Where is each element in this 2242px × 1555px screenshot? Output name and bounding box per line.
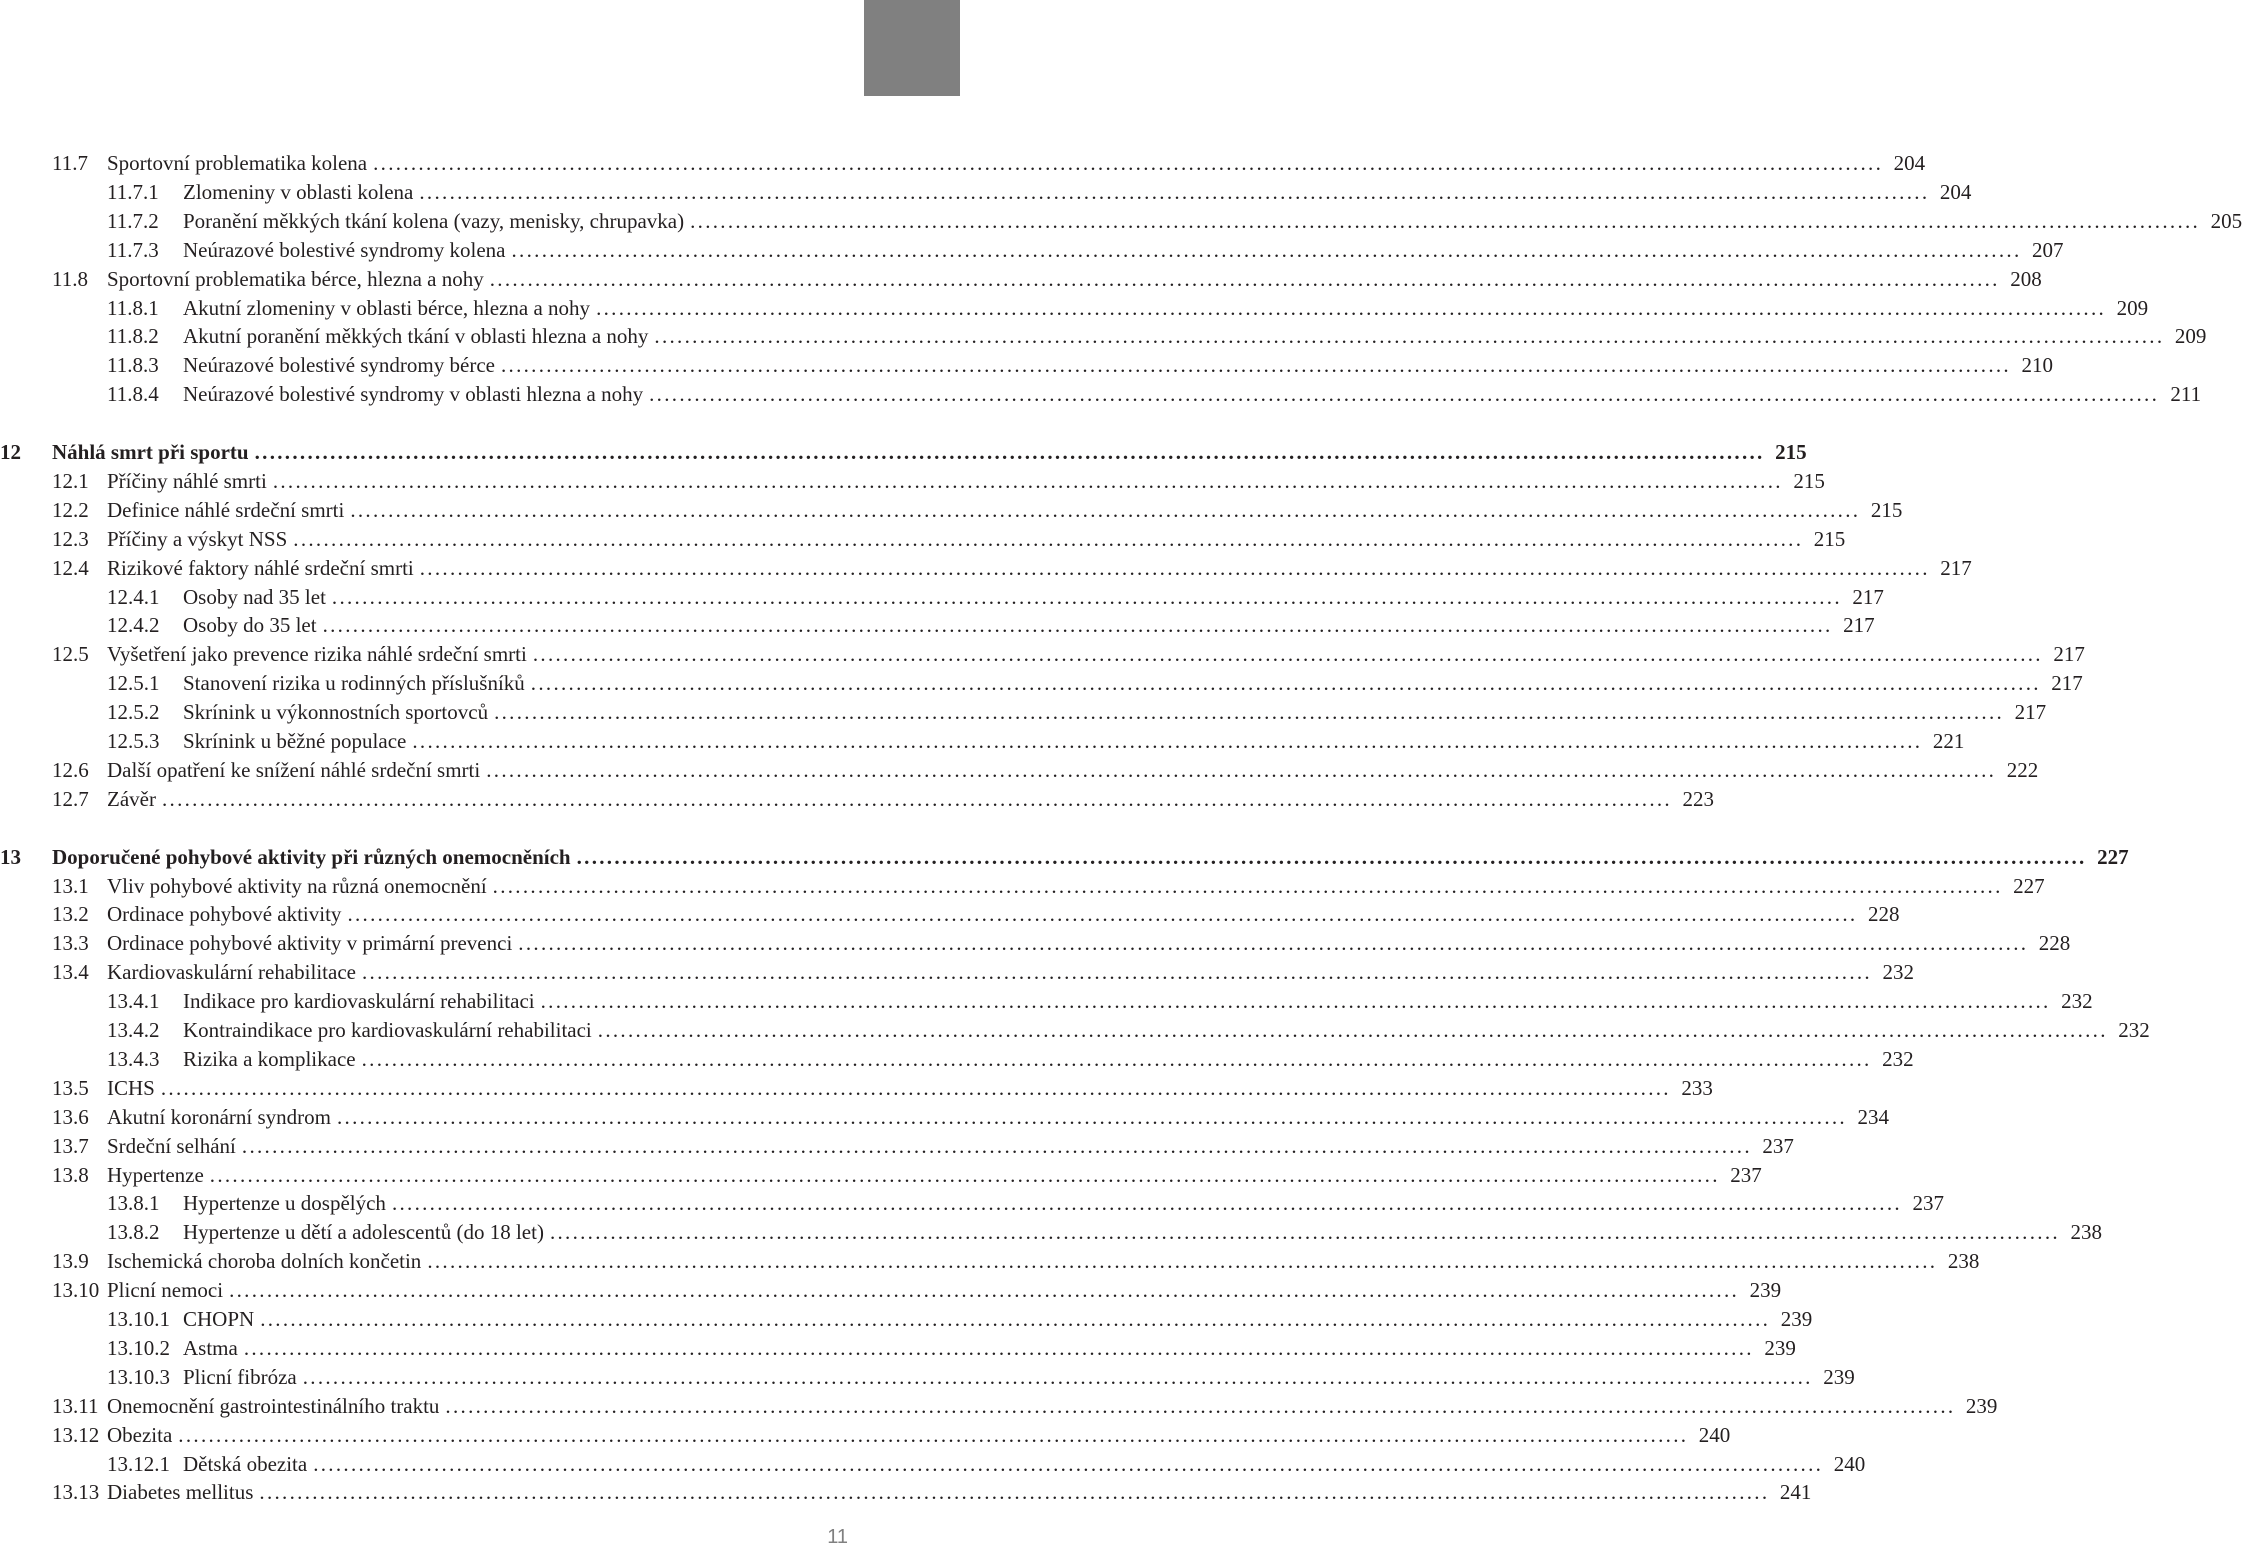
toc-entry [52, 1478, 1812, 1507]
toc-entry-number: 13.7 [52, 1133, 89, 1158]
toc-chapter [0, 843, 2129, 872]
toc-entry-number: 11.7.3 [107, 237, 159, 262]
toc-entry-page: 239 [1780, 1307, 1813, 1331]
toc-entry-title: Indikace pro kardiovaskulární rehabilitaci [183, 989, 535, 1014]
toc-entry-title: Hypertenze u dospělých [183, 1191, 386, 1216]
toc-entry-number: 12.5.3 [107, 729, 160, 753]
toc-entry-title: Kontraindikace pro kardiovaskulární rehabilitaci [183, 1018, 592, 1042]
toc-entry-page: 232 [1882, 960, 1914, 985]
toc-entry-number: 12.6 [52, 757, 89, 782]
dot-leader: ........................................................................................................................................................................................................ [649, 382, 2160, 407]
toc-entry-number: 11.8.4 [107, 382, 159, 407]
toc-entry-title: Akutní zlomeniny v oblasti bérce, hlezna a nohy [183, 295, 591, 320]
toc-entry-page: 209 [2174, 324, 2207, 349]
toc-entry [107, 669, 2083, 698]
dot-leader: ........................................................................................................................................................................................................ [361, 1046, 1872, 1071]
toc-entry-title: Ordinace pohybové aktivity v primární prevenci [107, 931, 513, 956]
toc-entry-title: Osoby nad 35 let [183, 584, 326, 609]
toc-entry [52, 149, 1926, 178]
toc-entry-page: 240 [1833, 1451, 1866, 1476]
toc-entry-title: Srdeční selhání [107, 1133, 236, 1158]
toc-entry [107, 698, 2047, 727]
toc-entry-page: 217 [1852, 584, 1884, 609]
toc-entry-page: 215 [1813, 526, 1846, 551]
toc-entry-title: Kardiovaskulární rehabilitace [107, 960, 356, 985]
dot-leader: ........................................................................................................................................................................................................ [492, 873, 2003, 898]
toc-entry [52, 1161, 1762, 1190]
toc-entry-number: 13.12 [52, 1422, 100, 1447]
toc-entry-title: Náhlá smrt při sportu [52, 440, 249, 464]
dot-leader: ........................................................................................................................................................................................................ [486, 757, 1997, 782]
toc-entry [52, 1247, 1980, 1276]
toc-entry [52, 1074, 1713, 1103]
toc-entry-number: 13.4.2 [107, 1018, 160, 1042]
dot-leader: ........................................................................................................................................................................................................ [161, 786, 1672, 811]
dot-leader: ........................................................................................................................................................................................................ [350, 497, 1861, 522]
toc-entry [107, 1305, 1813, 1334]
toc-entry [52, 640, 2085, 669]
toc-entry-page: 209 [2116, 295, 2149, 320]
toc-entry-title: Stanovení rizika u rodinných příslušníků [183, 671, 525, 696]
dot-leader: ........................................................................................................................................................................................................ [254, 440, 1765, 464]
toc-entry [52, 467, 1825, 496]
toc-entry-number: 11.8.3 [107, 353, 159, 378]
toc-entry-title: Ischemická choroba dolních končetin [107, 1249, 422, 1274]
dot-leader: ........................................................................................................................................................................................................ [260, 1307, 1771, 1331]
toc-entry-number: 13.10.1 [107, 1307, 170, 1331]
toc-entry-number: 11.7.2 [107, 208, 159, 233]
toc-entry-title: Další opatření ke snížení náhlé srdeční smrti [107, 757, 481, 782]
toc-entry-title: Akutní poranění měkkých tkání v oblasti hlezna a nohy [183, 324, 649, 349]
toc-entry-title: Sportovní problematika bérce, hlezna a nohy [107, 266, 484, 291]
toc-entry [107, 1045, 1914, 1074]
toc-entry-number: 12.7 [52, 786, 89, 811]
toc-entry [52, 1421, 1731, 1450]
toc-entry-page: 211 [2170, 382, 2202, 407]
dot-leader: ........................................................................................................................................................................................................ [302, 1364, 1813, 1389]
toc-entry-page: 221 [1932, 729, 1965, 753]
toc-entry-page: 208 [2010, 266, 2042, 291]
toc-entry-number: 13.4.3 [107, 1046, 160, 1071]
toc-entry-number: 13.9 [52, 1249, 89, 1274]
toc-entry [107, 987, 2093, 1016]
dot-leader: ........................................................................................................................................................................................................ [690, 208, 2201, 233]
toc-entry-number: 11.8 [52, 266, 88, 291]
toc-entry-number: 12.5.2 [107, 700, 160, 725]
toc-entry-page: 239 [1823, 1364, 1855, 1389]
toc-entry [52, 1103, 1889, 1132]
toc-entry-number: 12.5.1 [107, 671, 160, 696]
toc-entry-number: 13.13 [52, 1480, 100, 1505]
toc-entry-number: 13 [0, 844, 21, 869]
toc-entry [52, 785, 1714, 814]
toc-entry [107, 294, 2149, 323]
toc-chapter [0, 438, 1807, 467]
dot-leader: ........................................................................................................................................................................................................ [532, 642, 2043, 667]
toc-entry-title: Doporučené pohybové aktivity při různých onemocněních [52, 844, 571, 869]
toc-entry-number: 13.10.3 [107, 1364, 170, 1389]
toc-entry-title: Ordinace pohybové aktivity [107, 902, 342, 927]
toc-entry [107, 1363, 1855, 1392]
toc-entry-title: Skrínink u běžné populace [183, 729, 407, 753]
toc-entry [52, 1392, 1998, 1421]
dot-leader: ........................................................................................................................................................................................................ [243, 1335, 1754, 1360]
toc-entry-page: 222 [2006, 757, 2039, 782]
toc-entry [52, 1276, 1782, 1305]
dot-leader: ........................................................................................................................................................................................................ [229, 1278, 1740, 1303]
toc-entry [107, 583, 1884, 612]
toc-entry [107, 178, 1972, 207]
toc-entry-page: 215 [1775, 440, 1807, 464]
toc-entry [107, 611, 1875, 640]
toc-entry-title: Neúrazové bolestivé syndromy bérce [183, 353, 495, 378]
toc-entry-number: 12.4.1 [107, 584, 160, 609]
toc-entry-title: Astma [183, 1335, 238, 1360]
toc-entry [52, 265, 2042, 294]
dot-leader: ........................................................................................................................................................................................................ [419, 555, 1930, 580]
toc-entry-number: 11.7 [52, 151, 88, 175]
toc-entry-page: 239 [1749, 1278, 1782, 1303]
toc-entry-page: 223 [1682, 786, 1714, 811]
toc-entry-title: Osoby do 35 let [183, 613, 317, 638]
toc-entry-page: 215 [1793, 468, 1825, 493]
toc-entry-page: 215 [1870, 497, 1903, 522]
toc-entry-number: 13.6 [52, 1104, 89, 1129]
toc-entry [107, 1189, 1944, 1218]
toc-entry-page: 204 [1939, 179, 1972, 204]
toc-entry-page: 232 [2118, 1018, 2150, 1042]
toc-entry-page: 204 [1893, 151, 1926, 175]
dot-leader: ........................................................................................................................................................................................................ [419, 179, 1930, 204]
toc-entry-page: 228 [1867, 902, 1900, 927]
toc-entry-page: 239 [1965, 1393, 1998, 1418]
toc-entry [107, 1016, 2150, 1045]
dot-leader: ........................................................................................................................................................................................................ [596, 295, 2107, 320]
toc-entry [52, 958, 1914, 987]
toc-entry-number: 13.10.2 [107, 1335, 170, 1360]
toc-entry-page: 239 [1764, 1335, 1796, 1360]
dot-leader: ........................................................................................................................................................................................................ [445, 1393, 1956, 1418]
dot-leader: ........................................................................................................................................................................................................ [500, 353, 2011, 378]
toc-entry-number: 13.10 [52, 1278, 100, 1303]
toc-entry-page: 234 [1857, 1104, 1889, 1129]
toc-entry [107, 322, 2207, 351]
dot-leader: ........................................................................................................................................................................................................ [654, 324, 2165, 349]
toc-entry-title: Akutní koronární syndrom [107, 1104, 331, 1129]
toc-entry-number: 12.4.2 [107, 613, 160, 638]
toc-entry-page: 241 [1779, 1480, 1812, 1505]
dot-leader: ........................................................................................................................................................................................................ [313, 1451, 1824, 1476]
page-number: 11 [827, 1526, 848, 1548]
dot-leader: ........................................................................................................................................................................................................ [361, 960, 1872, 985]
toc-entry-number: 11.8.1 [107, 295, 159, 320]
toc-entry-page: 237 [1762, 1133, 1794, 1158]
toc-entry-number: 11.8.2 [107, 324, 159, 349]
dot-leader: ........................................................................................................................................................................................................ [209, 1162, 1720, 1187]
toc-entry-page: 217 [2051, 671, 2083, 696]
toc-entry-title: Neúrazové bolestivé syndromy kolena [183, 237, 506, 262]
toc-entry-number: 13.8 [52, 1162, 89, 1187]
toc-entry-title: Sportovní problematika kolena [107, 151, 368, 175]
toc-entry [107, 1218, 2102, 1247]
toc-entry-title: Diabetes mellitus [107, 1480, 254, 1505]
toc-entry [52, 900, 1900, 929]
toc-entry [52, 554, 1972, 583]
page-tab-marker [864, 0, 960, 96]
toc-entry-number: 13.12.1 [107, 1451, 170, 1476]
dot-leader: ........................................................................................................................................................................................................ [427, 1249, 1938, 1274]
toc-entry [107, 236, 2064, 265]
toc-entry-title: Závěr [107, 786, 156, 811]
toc-entry-page: 217 [1940, 555, 1972, 580]
toc-entry-page: 207 [2032, 237, 2064, 262]
toc-entry-page: 238 [1947, 1249, 1980, 1274]
toc-entry-number: 13.1 [52, 873, 89, 898]
dot-leader: ........................................................................................................................................................................................................ [336, 1104, 1847, 1129]
toc-entry-title: ICHS [107, 1075, 155, 1100]
toc-entry [52, 496, 1903, 525]
dot-leader: ........................................................................................................................................................................................................ [293, 526, 1804, 551]
toc-entry-page: 238 [2070, 1220, 2102, 1245]
toc-entry-title: Onemocnění gastrointestinálního traktu [107, 1393, 440, 1418]
toc-entry-number: 13.4.1 [107, 989, 160, 1014]
dot-leader: ........................................................................................................................................................................................................ [412, 729, 1923, 753]
toc-entry-title: Hypertenze u dětí a adolescentů (do 18 let) [183, 1220, 544, 1245]
toc-entry-page: 217 [2014, 700, 2047, 725]
toc-entry-number: 13.3 [52, 931, 89, 956]
toc-entry-title: Vyšetření jako prevence rizika náhlé srdeční smrti [107, 642, 527, 667]
toc-entry-title: Rizika a komplikace [183, 1046, 356, 1071]
dot-leader: ........................................................................................................................................................................................................ [391, 1191, 1902, 1216]
toc-entry-page: 232 [1882, 1046, 1914, 1071]
dot-leader: ........................................................................................................................................................................................................ [347, 902, 1858, 927]
toc-entry-number: 12.2 [52, 497, 89, 522]
toc-entry [107, 380, 2202, 409]
toc-entry-page: 227 [2097, 844, 2129, 869]
toc-entry-page: 227 [2013, 873, 2045, 898]
toc-entry [107, 351, 2053, 380]
dot-leader: ........................................................................................................................................................................................................ [259, 1480, 1770, 1505]
toc-entry-number: 13.2 [52, 902, 89, 927]
toc-entry-title: Hypertenze [107, 1162, 204, 1187]
toc-entry-number: 12.3 [52, 526, 89, 551]
dot-leader: ........................................................................................................................................................................................................ [518, 931, 2029, 956]
dot-leader: ........................................................................................................................................................................................................ [530, 671, 2041, 696]
toc-entry-number: 13.5 [52, 1075, 89, 1100]
toc-entry-title: Příčiny náhlé smrti [107, 468, 267, 493]
dot-leader: ........................................................................................................................................................................................................ [322, 613, 1833, 638]
toc-entry-page: 217 [2053, 642, 2085, 667]
toc-entry-number: 12 [0, 440, 21, 464]
toc-entry [52, 756, 2039, 785]
toc-entry-page: 228 [2038, 931, 2071, 956]
toc-entry [107, 727, 1965, 756]
toc-entry-number: 12.4 [52, 555, 89, 580]
toc-entry-number: 12.1 [52, 468, 89, 493]
toc-entry [107, 1334, 1796, 1363]
toc-entry-number: 12.5 [52, 642, 89, 667]
toc-entry-number: 13.11 [52, 1393, 99, 1418]
toc-entry-page: 237 [1912, 1191, 1944, 1216]
toc-entry-number: 13.8.2 [107, 1220, 160, 1245]
dot-leader: ........................................................................................................................................................................................................ [160, 1075, 1671, 1100]
dot-leader: ........................................................................................................................................................................................................ [272, 468, 1783, 493]
dot-leader: ........................................................................................................................................................................................................ [373, 151, 1884, 175]
toc-entry-title: CHOPN [183, 1307, 255, 1331]
dot-leader: ........................................................................................................................................................................................................ [489, 266, 2000, 291]
dot-leader: ........................................................................................................................................................................................................ [540, 989, 2051, 1014]
dot-leader: ........................................................................................................................................................................................................ [597, 1018, 2108, 1042]
dot-leader: ........................................................................................................................................................................................................ [241, 1133, 1752, 1158]
dot-leader: ........................................................................................................................................................................................................ [178, 1422, 1689, 1447]
toc-entry-title: Příčiny a výskyt NSS [107, 526, 288, 551]
toc-entry-title: Definice náhlé srdeční smrti [107, 497, 345, 522]
toc-entry-title: Poranění měkkých tkání kolena (vazy, menisky, chrupavka) [183, 208, 685, 233]
toc-entry-page: 240 [1698, 1422, 1731, 1447]
toc-entry [52, 525, 1846, 554]
dot-leader: ........................................................................................................................................................................................................ [549, 1220, 2060, 1245]
dot-leader: ........................................................................................................................................................................................................ [331, 584, 1842, 609]
toc-entry-page: 232 [2061, 989, 2093, 1014]
toc-entry-page: 217 [1843, 613, 1875, 638]
dot-leader: ........................................................................................................................................................................................................ [511, 237, 2022, 262]
toc-entry-number: 11.7.1 [107, 179, 159, 204]
toc-entry [52, 1132, 1794, 1161]
toc-entry-title: Plicní nemoci [107, 1278, 224, 1303]
toc-entry-number: 13.8.1 [107, 1191, 160, 1216]
toc-entry [107, 207, 2242, 236]
toc-entry-title: Skrínink u výkonnostních sportovců [183, 700, 489, 725]
toc-entry-title: Vliv pohybové aktivity na různá onemocnění [107, 873, 487, 898]
toc-entry [52, 872, 2045, 901]
toc-entry-page: 237 [1730, 1162, 1762, 1187]
toc-entry-title: Obezita [107, 1422, 173, 1447]
toc-entry-page: 210 [2021, 353, 2053, 378]
dot-leader: ........................................................................................................................................................................................................ [494, 700, 2005, 725]
toc-entry-page: 205 [2210, 208, 2242, 233]
toc-entry [52, 929, 2071, 958]
toc-entry [107, 1450, 1866, 1479]
dot-leader: ........................................................................................................................................................................................................ [576, 844, 2087, 869]
toc-entry-title: Rizikové faktory náhlé srdeční smrti [107, 555, 414, 580]
toc-entry-title: Neúrazové bolestivé syndromy v oblasti hlezna a nohy [183, 382, 644, 407]
toc-entry-number: 13.4 [52, 960, 89, 985]
toc-entry-title: Dětská obezita [183, 1451, 308, 1476]
toc-entry-title: Plicní fibróza [183, 1364, 297, 1389]
toc-entry-title: Zlomeniny v oblasti kolena [183, 179, 414, 204]
toc-entry-page: 233 [1681, 1075, 1713, 1100]
